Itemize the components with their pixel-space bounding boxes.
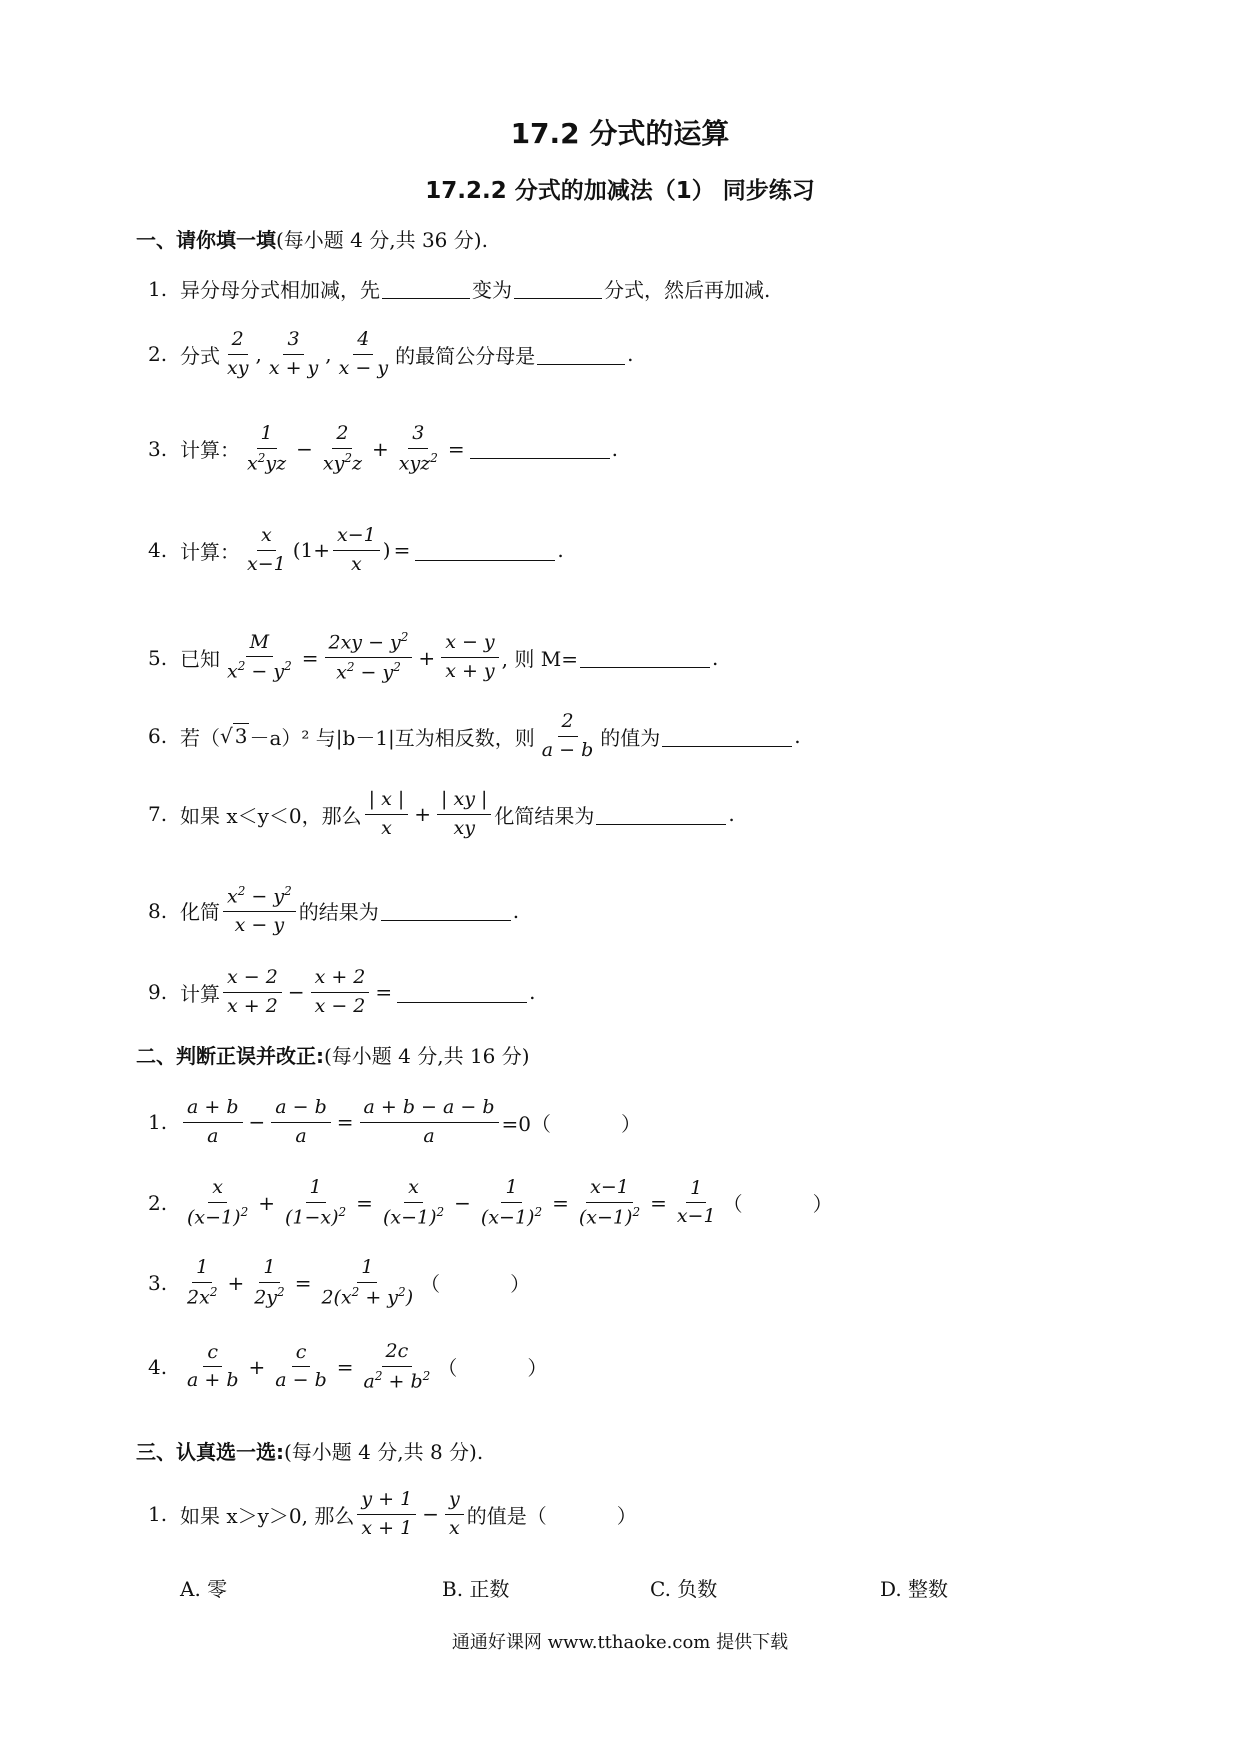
- option-c[interactable]: C. 负数: [650, 1577, 718, 1601]
- footer-text: 通通好课网 www.tthaoke.com 提供下载: [451, 1632, 789, 1653]
- question-1-7: 7. 如果 x＜y＜0，那么 $\frac{| x |}{x}$ + $\frac{| xy |}{xy}$ 化简结果为 .: [148, 788, 735, 839]
- section-2-heading: 二、判断正误并改正:(每小题 4 分,共 16 分): [136, 1044, 530, 1068]
- page-title: 17.2 分式的运算: [510, 117, 730, 150]
- question-1-3: 3. 计算： $\frac{1}{x^2yz}$ − $\frac{2}{xy^2z}$ + $\frac{3}{xyz^2}$ = .: [148, 422, 618, 475]
- answer-blank[interactable]: [470, 438, 610, 459]
- answer-blank[interactable]: [580, 647, 710, 668]
- section-1-heading: 一、请你填一填(每小题 4 分,共 36 分).: [136, 228, 488, 252]
- answer-blank[interactable]: [596, 804, 726, 825]
- answer-blank[interactable]: [381, 900, 511, 921]
- answer-blank[interactable]: [662, 726, 792, 747]
- judge-question-1: 1. $\frac{a + b}{a}$ − $\frac{a - b}{a}$ = $\frac{a + b - a - b}{a}$ =0（ ）: [148, 1096, 641, 1147]
- answer-blank[interactable]: [397, 982, 527, 1003]
- judge-question-4: 4. $\frac{c}{a + b}$ + $\frac{c}{a - b}$ = $\frac{2c}{a^2 + b^2}$ （ ）: [148, 1340, 548, 1393]
- question-1-6: 6. 若（ √ 3 －a）² 与|b－1|互为相反数，则 $\frac{2}{a - b}$ 的值为 .: [148, 710, 801, 761]
- judge-question-2: 2. $\frac{x}{(x-1)^2}$ + $\frac{1}{(1-x)^2}$ = $\frac{x}{(x-1)^2}$ − $\frac{1}{(x-1)^2}$ = $\frac{x-1}{(x-1)^2}$ = $\frac{1}{x-1}$ （ ）: [148, 1176, 833, 1229]
- question-1-4: 4. 计算： $\frac{x}{x-1}$ (1+ $\frac{x-1}{x}$ ) = .: [148, 524, 564, 575]
- answer-blank[interactable]: [537, 344, 625, 365]
- page-subtitle: 17.2.2 分式的加减法（1） 同步练习: [425, 178, 815, 204]
- answer-blank[interactable]: [415, 540, 555, 561]
- section-3-heading: 三、认真选一选:(每小题 4 分,共 8 分).: [136, 1440, 484, 1464]
- judge-question-3: 3. $\frac{1}{2x^2}$ + $\frac{1}{2y^2}$ = $\frac{1}{2(x^2 + y^2)}$ （ ）: [148, 1256, 531, 1309]
- option-b[interactable]: B. 正数: [442, 1577, 510, 1601]
- question-1-2: 2. 分式 $\frac{2}{xy}$ , $\frac{3}{x + y}$ , $\frac{4}{x - y}$ 的最简公分母是 .: [148, 328, 634, 379]
- option-a[interactable]: A. 零: [180, 1577, 228, 1601]
- choice-question-1: 1. 如果 x＞y＞0, 那么 $\frac{y + 1}{x + 1}$ − $\frac{y}{x}$ 的值是（ ）: [148, 1488, 637, 1539]
- question-1-1: 1. 异分母分式相加减，先 变为 分式，然后再加减.: [148, 276, 771, 302]
- option-d[interactable]: D. 整数: [880, 1577, 949, 1601]
- answer-blank[interactable]: [514, 278, 602, 299]
- answer-blank[interactable]: [382, 278, 470, 299]
- question-1-5: 5. 已知 $\frac{M}{x^2 - y^2}$ = $\frac{2xy - y^2}{x^2 - y^2}$ + $\frac{x - y}{x + y}$ , 则 M= .: [148, 630, 719, 684]
- question-1-8: 8. 化简 $\frac{x^2 - y^2}{x - y}$ 的结果为 .: [148, 884, 520, 937]
- question-1-9: 9. 计算 $\frac{x - 2}{x + 2}$ − $\frac{x + 2}{x - 2}$ = .: [148, 966, 536, 1017]
